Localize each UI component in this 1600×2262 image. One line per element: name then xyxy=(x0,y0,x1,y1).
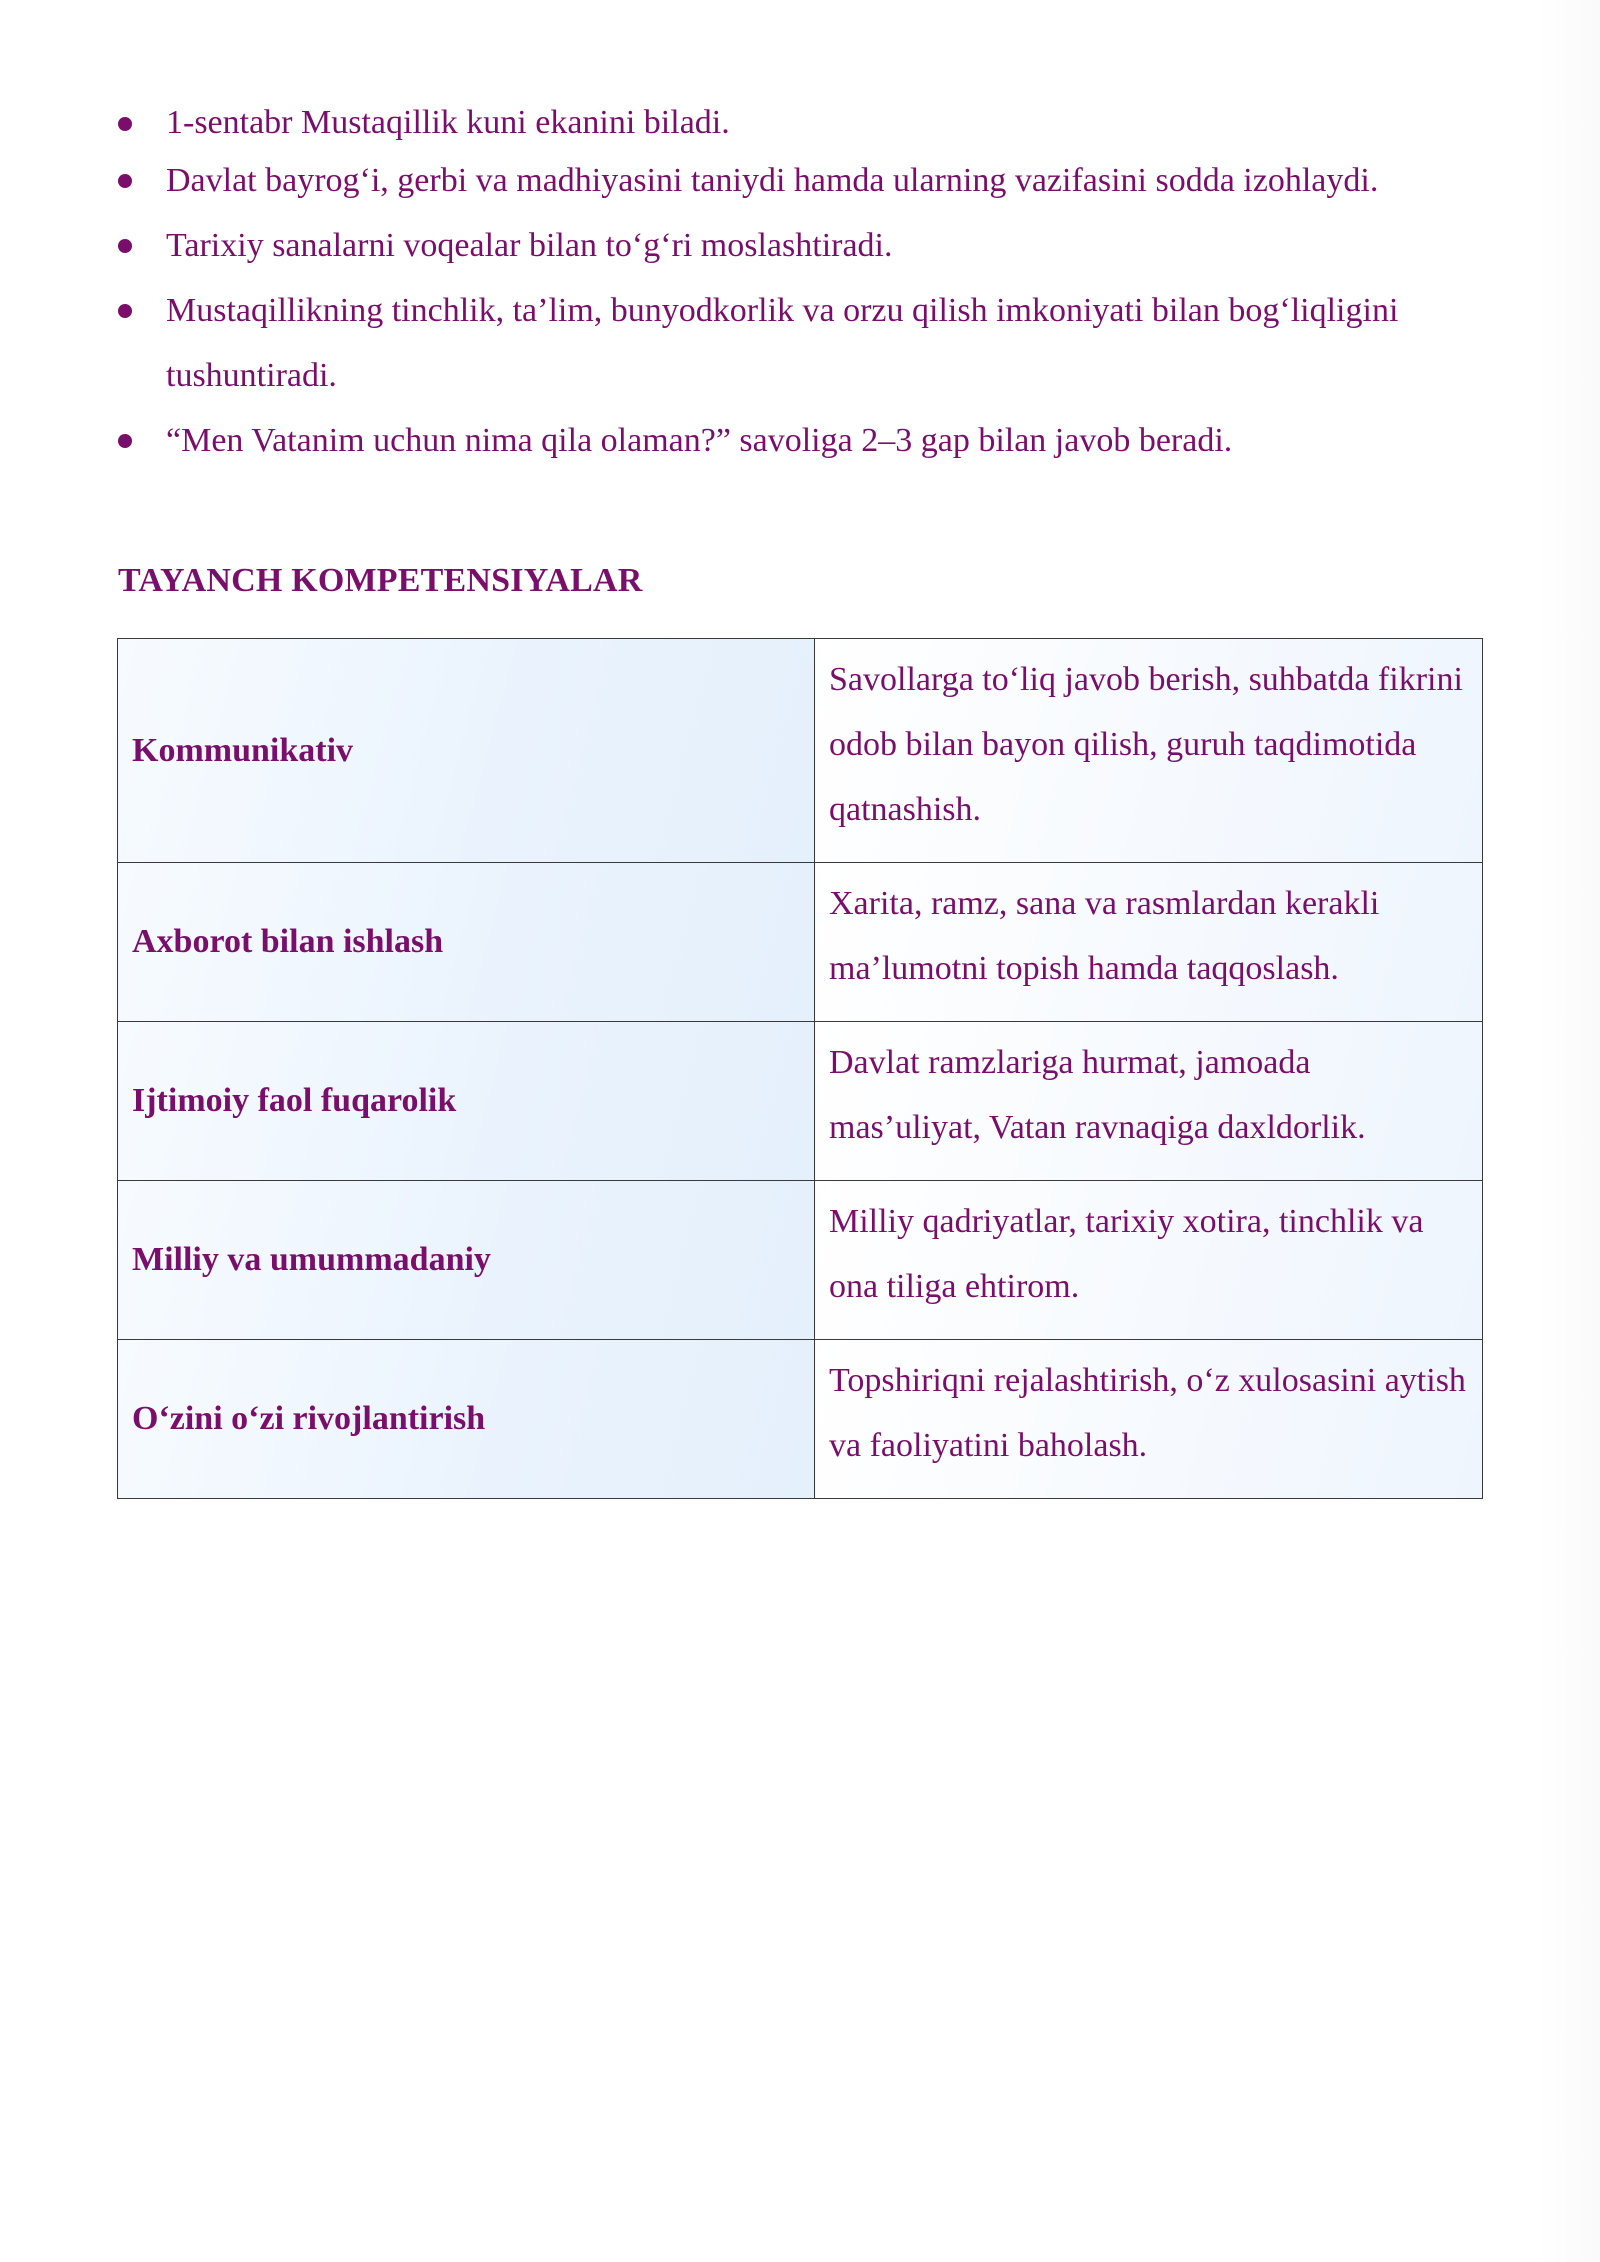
bullet-icon xyxy=(118,304,132,318)
list-item-text: “Men Vatanim uchun nima qila olaman?” savoliga 2–3 gap bilan javob beradi. xyxy=(166,422,1233,459)
list-item xyxy=(118,278,1438,408)
bullet-icon xyxy=(118,174,132,188)
table-row xyxy=(118,1340,1483,1499)
competency-name: Axborot bilan ishlash xyxy=(118,863,815,1022)
competency-name: Kommunikativ xyxy=(118,639,815,863)
list-item-text: 1-sentabr Mustaqillik kuni ekanini biladi. xyxy=(166,104,730,141)
table-row xyxy=(118,863,1483,1022)
bullet-icon xyxy=(118,239,132,253)
competency-name: Milliy va umummadaniy xyxy=(118,1181,815,1340)
list-item xyxy=(118,213,1438,278)
list-item xyxy=(118,408,1438,473)
bullet-icon xyxy=(118,117,132,131)
table-row xyxy=(118,639,1483,863)
bullet-icon xyxy=(118,434,132,448)
competency-description: Savollarga to‘liq javob berish, suhbatda fikrini odob bilan bayon qilish, guruh taqdimotida qatnashish. xyxy=(815,639,1483,863)
competency-description: Xarita, ramz, sana va rasmlardan kerakli ma’lumotni topish hamda taqqoslash. xyxy=(815,863,1483,1022)
list-item-text: Mustaqillikning tinchlik, ta’lim, bunyodkorlik va orzu qilish imkoniyati bilan bog‘liqligini tushuntiradi. xyxy=(166,292,1399,394)
table-row xyxy=(118,1022,1483,1181)
list-item-text: Davlat bayrog‘i, gerbi va madhiyasini taniydi hamda ularning vazifasini sodda izohlaydi. xyxy=(166,162,1379,199)
competency-name: Ijtimoiy faol fuqarolik xyxy=(118,1022,815,1181)
competency-description: Topshiriqni rejalashtirish, o‘z xulosasini aytish va faoliyatini baholash. xyxy=(815,1340,1483,1499)
competency-description: Milliy qadriyatlar, tarixiy xotira, tinchlik va ona tiliga ehtirom. xyxy=(815,1181,1483,1340)
section-heading: TAYANCH KOMPETENSIYALAR xyxy=(118,562,643,599)
table-row xyxy=(118,1181,1483,1340)
list-item xyxy=(118,98,1438,148)
list-item xyxy=(118,148,1438,213)
competency-description: Davlat ramzlariga hurmat, jamoada mas’uliyat, Vatan ravnaqiga daxldorlik. xyxy=(815,1022,1483,1181)
list-item-text: Tarixiy sanalarni voqealar bilan to‘g‘ri moslashtiradi. xyxy=(166,227,893,264)
competency-name: O‘zini o‘zi rivojlantirish xyxy=(118,1340,815,1499)
competencies-table xyxy=(117,638,1483,1499)
outcomes-list xyxy=(118,98,1438,473)
